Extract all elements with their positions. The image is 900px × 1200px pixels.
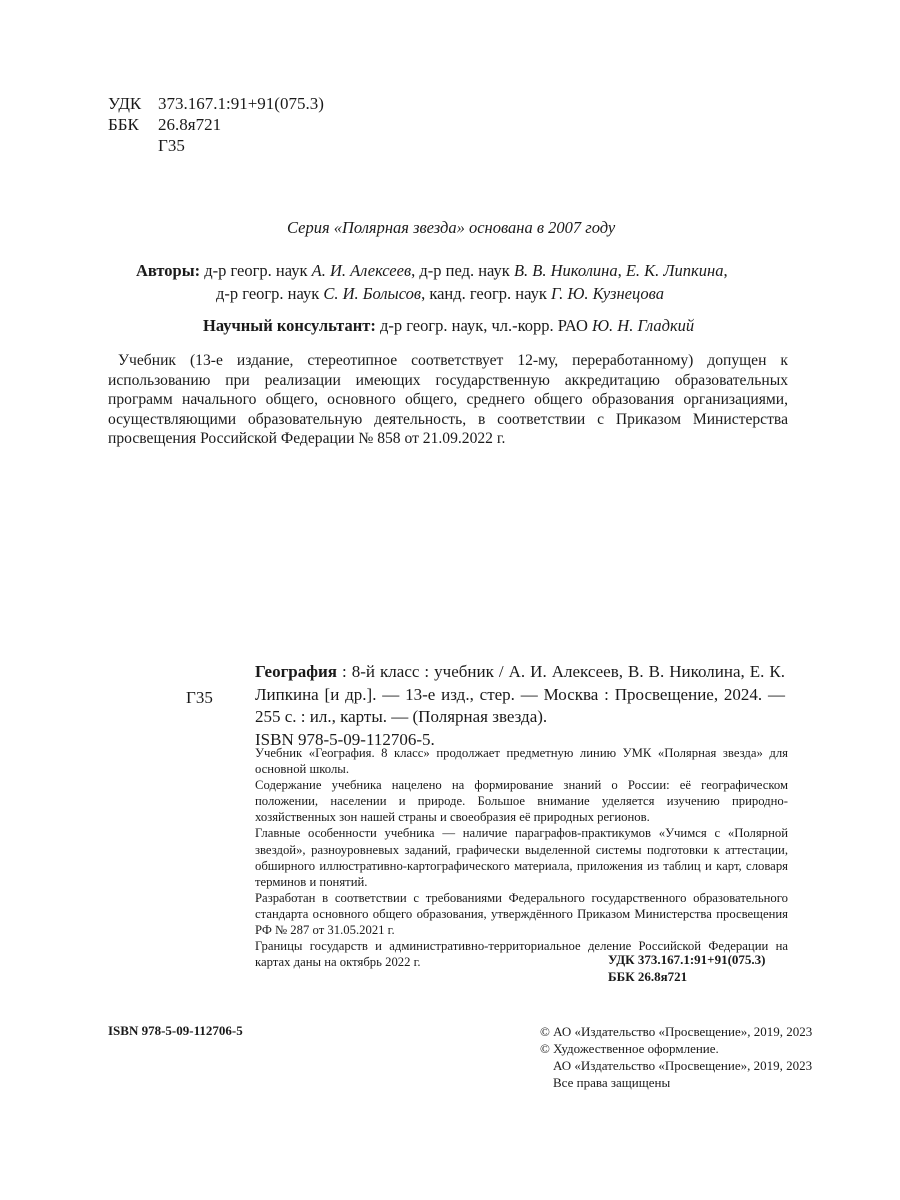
author-degree: , д-р пед. наук bbox=[411, 261, 514, 280]
isbn-bottom: ISBN 978-5-09-112706-5 bbox=[108, 1023, 243, 1038]
author-name: С. И. Болысов bbox=[323, 284, 422, 303]
abstract-paragraph: Разработан в соответствии с требованиями Федерального государственного образовательного стандарта основного общего образования, утверждённого Приказом Министерства просвещения РФ № 287 от 31.05.2021 г. bbox=[255, 890, 788, 938]
udk-label: УДК bbox=[108, 94, 142, 113]
bbk-label: ББК bbox=[108, 115, 139, 134]
author-name: Е. К. Липкина bbox=[625, 261, 724, 280]
catalog-title: География bbox=[255, 662, 337, 681]
copyright-line: АО «Издательство «Просвещение», 2019, 2023 bbox=[553, 1058, 813, 1073]
author-degree: , канд. геогр. наук bbox=[421, 284, 551, 303]
classification-bbk: ББК 26.8я721 bbox=[608, 969, 688, 984]
abstract-paragraph: Границы государств и административно-территориальное деление Российской Федерации на картах даны на октябрь 2022 г. bbox=[255, 939, 788, 970]
consultant-degree: д-р геогр. наук, чл.-корр. РАО bbox=[375, 316, 592, 335]
abstract-block bbox=[255, 745, 788, 970]
authors-label: Авторы: bbox=[136, 261, 201, 280]
udk-row bbox=[108, 93, 324, 114]
catalog-entry bbox=[255, 661, 785, 751]
series-note: Серия «Полярная звезда» основана в 2007 году bbox=[287, 218, 616, 237]
copyright-line: © Художественное оформление. bbox=[540, 1041, 719, 1056]
copyright-line: © АО «Издательство «Просвещение», 2019, 2023 bbox=[540, 1024, 813, 1039]
consultant-name: Ю. Н. Гладкий bbox=[592, 316, 695, 335]
classification-block bbox=[608, 951, 766, 985]
consultant-label: Научный консультант: bbox=[203, 316, 376, 335]
author-degree: д-р геогр. наук bbox=[216, 284, 324, 303]
catalog-description: : 8-й класс : учебник / А. И. Алексеев, В. В. Николина, Е. К. Липкина [и др.]. — 13-е изд., стер. — Москва : Просвещение, 2024. — 255 с. : ил., карты. — (Полярная звезда). bbox=[255, 662, 785, 726]
copyright-line: Все права защищены bbox=[553, 1075, 671, 1090]
author-name: В. В. Николина bbox=[513, 261, 618, 280]
catalog-card bbox=[108, 661, 798, 751]
udk-bbk-header bbox=[108, 93, 324, 156]
consultant-line bbox=[203, 316, 694, 336]
udk-value: 373.167.1:91+91(075.3) bbox=[158, 94, 324, 113]
author-name: Г. Ю. Кузнецова bbox=[550, 284, 664, 303]
separator: , bbox=[617, 261, 626, 280]
bbk-row bbox=[108, 114, 324, 135]
bbk-value: 26.8я721 bbox=[158, 115, 222, 134]
abstract-paragraph: Главные особенности учебника — наличие параграфов-практикумов «Учимся с «Полярной звездой», разноуровневых заданий, графически выделенной системы подготовки к аттестации, обширного иллюстративно-картографического материала, приложения из таблиц и карт, словаря терминов и понятий. bbox=[255, 826, 788, 889]
author-degree: д-р геогр. наук bbox=[204, 261, 312, 280]
classification-udk: УДК 373.167.1:91+91(075.3) bbox=[608, 952, 766, 967]
authors-line-2 bbox=[136, 282, 836, 305]
author-mark-row bbox=[108, 135, 324, 156]
copyright-block bbox=[540, 1023, 812, 1091]
author-mark: Г35 bbox=[158, 136, 185, 155]
abstract-paragraph: Учебник «География. 8 класс» продолжает предметную линию УМК «Полярная звезда» для основной школы. bbox=[255, 746, 788, 777]
abstract-paragraph: Содержание учебника нацелено на формирование знаний о России: её географическом положении, населении и природе. Большое внимание уделяется изучению природно-хозяйственных зон нашей страны и своеобразия её природных регионов. bbox=[255, 778, 788, 825]
separator: , bbox=[723, 261, 728, 280]
approval-paragraph: Учебник (13-е издание, стереотипное соответствует 12-му, переработанному) допущен к использованию при реализации имеющих государственную аккредитацию образовательных программ начального общего, основного общего, среднего общего образования организациями, осуществляющими образовательную деятельность, в соответствии с Приказом Министерства просвещения Российской Федерации № 858 от 21.09.2022 г. bbox=[108, 352, 788, 447]
authors-line-1 bbox=[136, 259, 836, 282]
authors-block bbox=[136, 259, 836, 305]
catalog-code: Г35 bbox=[186, 688, 213, 707]
author-name: А. И. Алексеев bbox=[311, 261, 412, 280]
catalog-isbn: ISBN 978-5-09-112706-5. bbox=[255, 729, 435, 749]
